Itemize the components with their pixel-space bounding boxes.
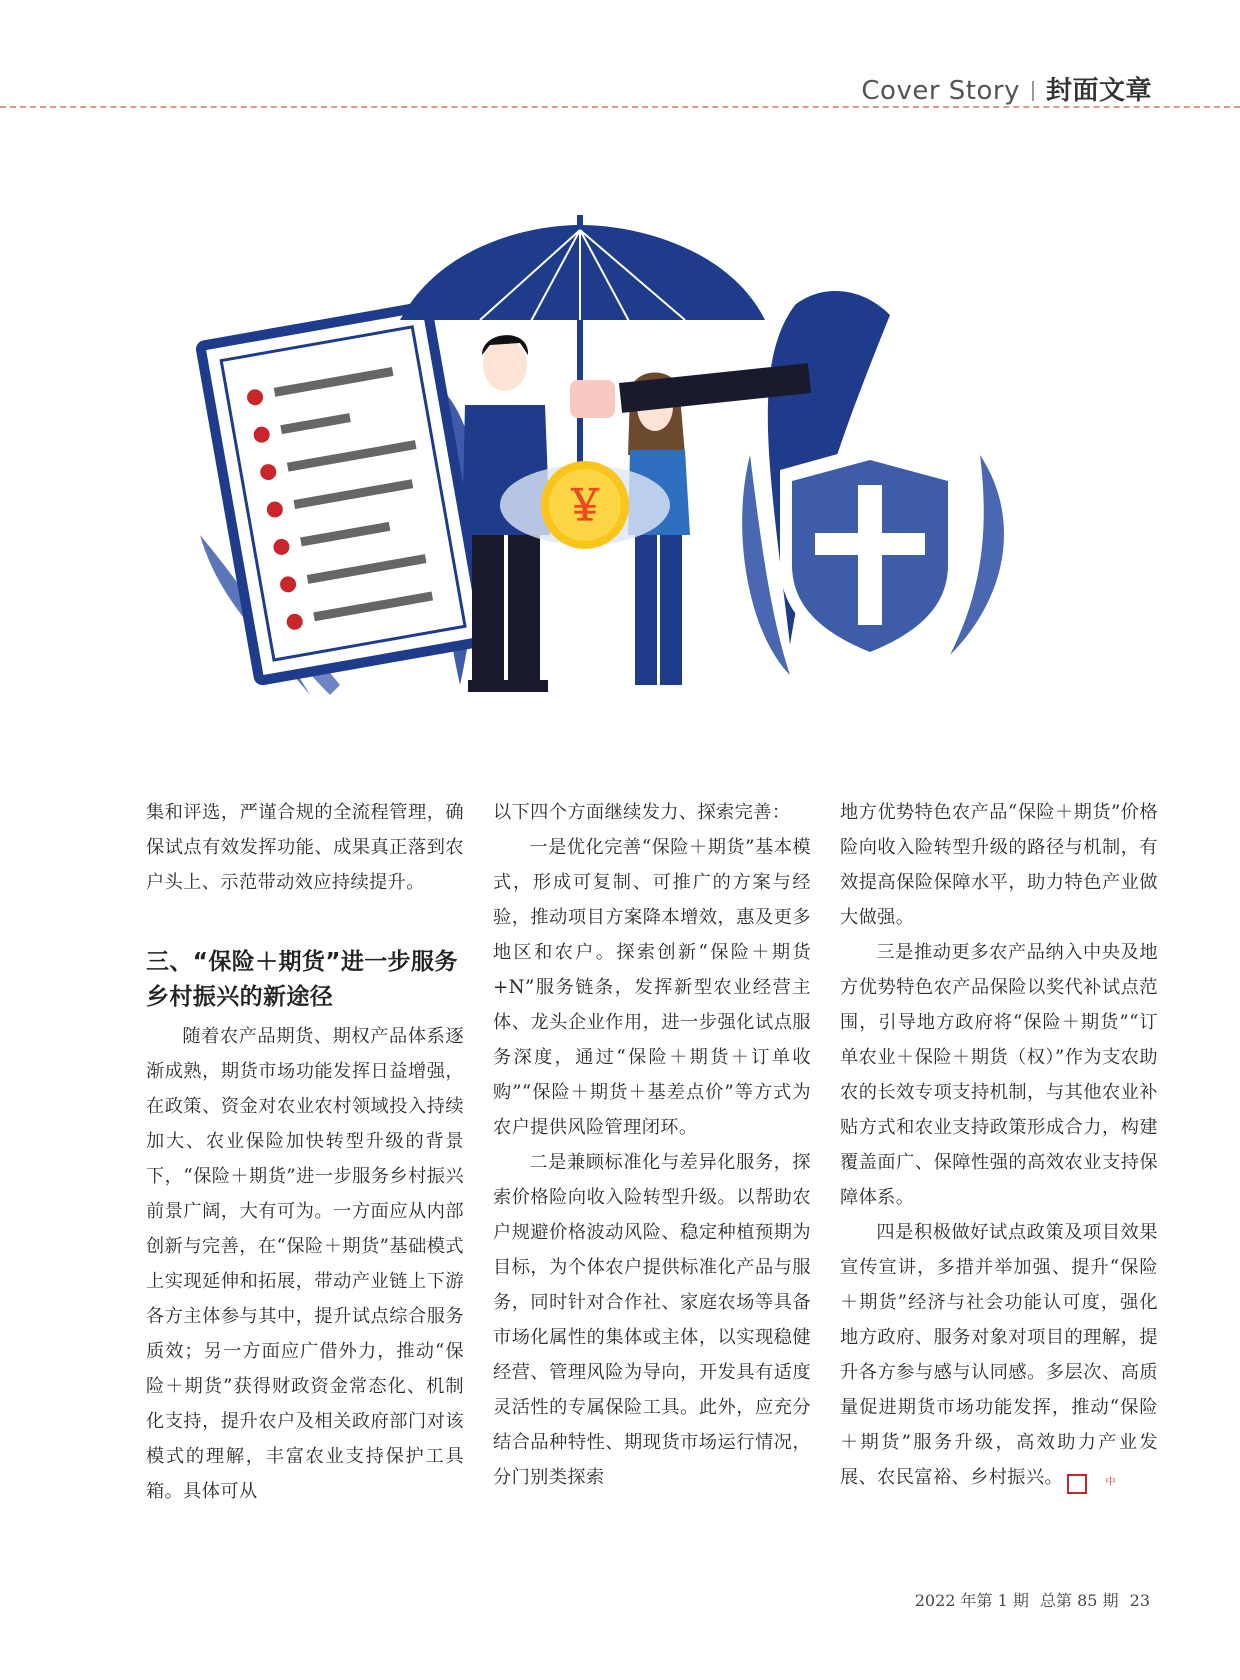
paragraph: 集和评选，严谨合规的全流程管理，确保试点有效发挥功能、成果真正落到农户头上、示范带动效应持续提升。 xyxy=(146,802,464,893)
column-2 xyxy=(493,795,811,1495)
checklist-document xyxy=(200,306,486,681)
issue-label: 2022 年第 1 期 xyxy=(914,1591,1029,1610)
page-footer xyxy=(909,1588,1150,1611)
paragraph: 二是兼顾标准化与差异化服务，探索价格险向收入险转型升级。以帮助农户规避价格波动风险、稳定种植预期为目标，为个体农户提供标准化产品与服务，同时针对合作社、家庭农场等具备市场化属性的集体或主体，以实现稳健经营、管理风险为导向，开发具有适度灵活性的专属保险工具。此外，应充分结合品种特性、期现货市场运行情况，分门别类探索 xyxy=(493,1152,811,1488)
paragraph: 以下四个方面继续发力、探索完善： xyxy=(493,802,791,823)
paragraph: 三是推动更多农产品纳入中央及地方优势特色农产品保险以奖代补试点范围，引导地方政府将“保险＋期货”“订单农业＋保险＋期货（权）”作为支农助农的长效专项支持机制，与其他农业补贴方式和农业支持政策形成合力，构建覆盖面广、保障性强的高效农业支持保障体系。 xyxy=(840,942,1158,1208)
paragraph-text: 四是积极做好试点政策及项目效果宣传宣讲，多措并举加强、提升“保险＋期货”经济与社会功能认可度，强化地方政府、服务对象对项目的理解，提升各方参与感与认同感。多层次、高质量促进期货市场功能发挥，推动“保险＋期货”服务升级，高效助力产业发展、农民富裕、乡村振兴。 xyxy=(840,1222,1158,1488)
column-1 xyxy=(146,795,464,1509)
paragraph-last xyxy=(840,1215,1158,1495)
cover-illustration xyxy=(190,215,1060,745)
shield-icon xyxy=(780,445,960,665)
header-dashed-rule xyxy=(0,106,1240,108)
header-english: Cover Story xyxy=(861,76,1020,106)
header-label xyxy=(861,70,1152,107)
coin-symbol: ￥ xyxy=(563,481,607,530)
column-3 xyxy=(840,795,1158,1495)
page-number: 23 xyxy=(1129,1591,1150,1610)
section-heading: 三、“保险＋期货”进一步服务乡村振兴的新途径 xyxy=(146,949,458,1010)
hand xyxy=(570,380,615,418)
end-mark-icon: 中 xyxy=(1067,1474,1087,1494)
paragraph: 地方优势特色农产品“保险＋期货”价格险向收入险转型升级的路径与机制，有效提高保险保障水平，助力特色产业做大做强。 xyxy=(840,802,1158,928)
header-chinese: 封面文章 xyxy=(1045,76,1152,106)
paragraph: 一是优化完善“保险＋期货”基本模式，形成可复制、可推广的方案与经验，推动项目方案降本增效，惠及更多地区和农户。探索创新“保险＋期货+N”服务链条，发挥新型农业经营主体、龙头企业作用，进一步强化试点服务深度，通过“保险＋期货＋订单收购”“保险＋期货＋基差点价”等方式为农户提供风险管理闭环。 xyxy=(493,837,811,1138)
page-header xyxy=(0,0,1240,110)
total-issue-label: 总第 85 期 xyxy=(1040,1591,1119,1610)
header-divider xyxy=(1032,81,1034,101)
paragraph: 随着农产品期货、期权产品体系逐渐成熟，期货市场功能发挥日益增强，在政策、资金对农业农村领域投入持续加大、农业保险加快转型升级的背景下，“保险＋期货”进一步服务乡村振兴前景广阔，大有可为。一方面应从内部创新与完善，在“保险＋期货”基础模式上实现延伸和拓展，带动产业链上下游各方主体参与其中，提升试点综合服务质效；另一方面应广借外力，推动“保险＋期货”获得财政资金常态化、机制化支持，提升农户及相关政府部门对该模式的理解，丰富农业支持保护工具箱。具体可从 xyxy=(146,1026,464,1502)
spacer xyxy=(146,900,464,935)
